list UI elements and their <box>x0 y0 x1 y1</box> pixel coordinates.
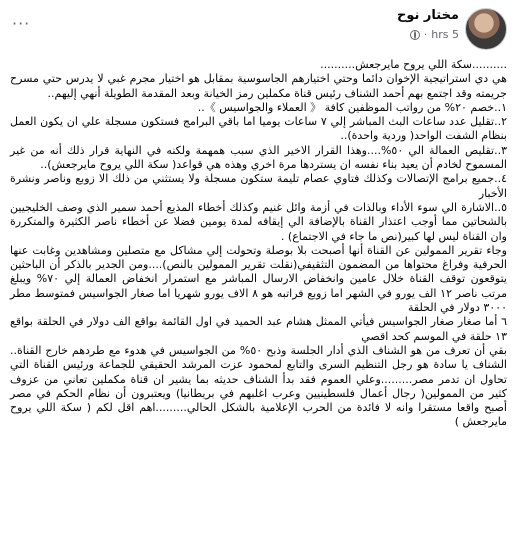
globe-icon <box>410 30 420 40</box>
post-header <box>0 0 517 54</box>
post-paragraph: ١..خصم ٢٠% من رواتب الموظفين كافة 《 العملاء والجواسيس 》.. <box>197 100 507 114</box>
post-meta <box>410 28 459 41</box>
post-time[interactable]: 5 hrs <box>431 28 459 41</box>
post-paragraph: بقي أن تعرف من هو الشناف الذي أدار الجلسة وذبح ٥٠% من الجواسيس في هدوء مع طردهم خارج القناة.. الشناف يا سادة هو رجل التنظيم السرى والتابع لمحمود عزت المرشد الحقيقي للجماعة ورئيس القناة التي تحاول ان تدمر مصر.........وعلي العموم فقد بدأ الشناف حديثه بما يشير ان قناة مكملين تعاني من عزوف كثير من الممولين( رجال أعمال فلسطينيين وعرب اغلبهم في بريطانيا) ويعتبرون أن نظام الحكم في مصر أصبح واقعا مستقرا وانه لا فائدة من الحرب الإعلامية بالشكل الحالي.........اهم اقل لكم ( سكة اللي يروح مايرجعش ) <box>10 343 507 429</box>
post-paragraph: ٤..جميع برامج الإتصالات وكذلك فتاوي عصام تليمة ستكون مسجلة ولا يستثني من ذلك الا زوبع وناصر ونشرة الأخبار <box>10 172 507 200</box>
author-avatar[interactable] <box>465 8 507 50</box>
author-name[interactable]: مختار نوح <box>396 8 459 23</box>
post-paragraph: ٣..تقليص العمالة الي ٥٠%....وهذا القرار الاخير الذي سبب همهمة ولكنه في النهاية قرار ذلك أنه من غير المسموح لخادم أن يعيد بناء نفسه ان يستردها مرة اخري وهذه هي قواعد( سكة اللي يروح مايرجعش).. <box>10 143 508 172</box>
meta-separator: · <box>423 28 428 41</box>
post-paragraph: وجاء تقرير الممولين عن القناة أنها أصبحت بلا بوصلة وتحولت إلي مشاكل مع متصلين ومشاهدين وغابت عنها الحرفية وفراغ محتواها من المضمون التثقيفي(نقلت تقرير الممولين بالنص)....ومن الجدير بالذكر أن الباحثين يتوقعون توقف القناة خلال عامين وانخفاض الارسال المباشر مع استمرار انخفاض العمالة إلي ٧٠% ويبلغ مرتب ناصر ١٢ الف يورو في الشهر اما زوبع فراتبه هو ٨ الاف يورو شهريا اما صغار الجواسيس فمتوسط مطر ٣٠٠٠ دولار في الحلقة <box>10 243 508 315</box>
post-paragraph: هي دي استراتيجية الإخوان دائما وحتي اختيارهم الجاسوسية بمقابل هو اختيار مجرم غبي لا يدرس حتي مسرح جريمته وقد اجتمع بهم أحمد الشناف رئيس قناة مكملين رمز الخيانة وبعد المقدمة الطويلة أنهي إليهم.. <box>10 72 507 100</box>
more-options-icon[interactable]: ··· <box>12 14 31 33</box>
post-paragraph: ..........سكة اللي يروح مايرجعش.......... <box>320 58 507 71</box>
post-paragraph: ٢..تقليل عدد ساعات البث المباشر إلي ٧ ساعات يوميا اما باقي البرامج فستكون مسجلة علي ان يكون العمل بنظام الشفت الواحد( وردية واحدة).. <box>10 115 507 143</box>
post-body <box>10 58 507 430</box>
post-paragraph: ٥..الاشارة الي سوء الأداء وبالذات في أزمة وائل غنيم وكذلك أخطاء المذيع أحمد سمير الذي وصف الخليجيين بالشحاتين مما أوجب اعتذار القناة بالإضافة الي إيقافه لمدة يومين فضلا عن أخطاء ناصر الكثيرة والمتكررة وان القناة ليس لها كبير(نص ما جاء في الاجتماع) . <box>10 200 507 243</box>
post-paragraph: ٦ أما صغار صغار الجواسيس فيأتي الممثل هشام عبد الحميد في اول القائمة بواقع الف دولار في الحلقة بواقع ١٣ حلقة في الموسم كحد اقصي <box>10 315 507 343</box>
